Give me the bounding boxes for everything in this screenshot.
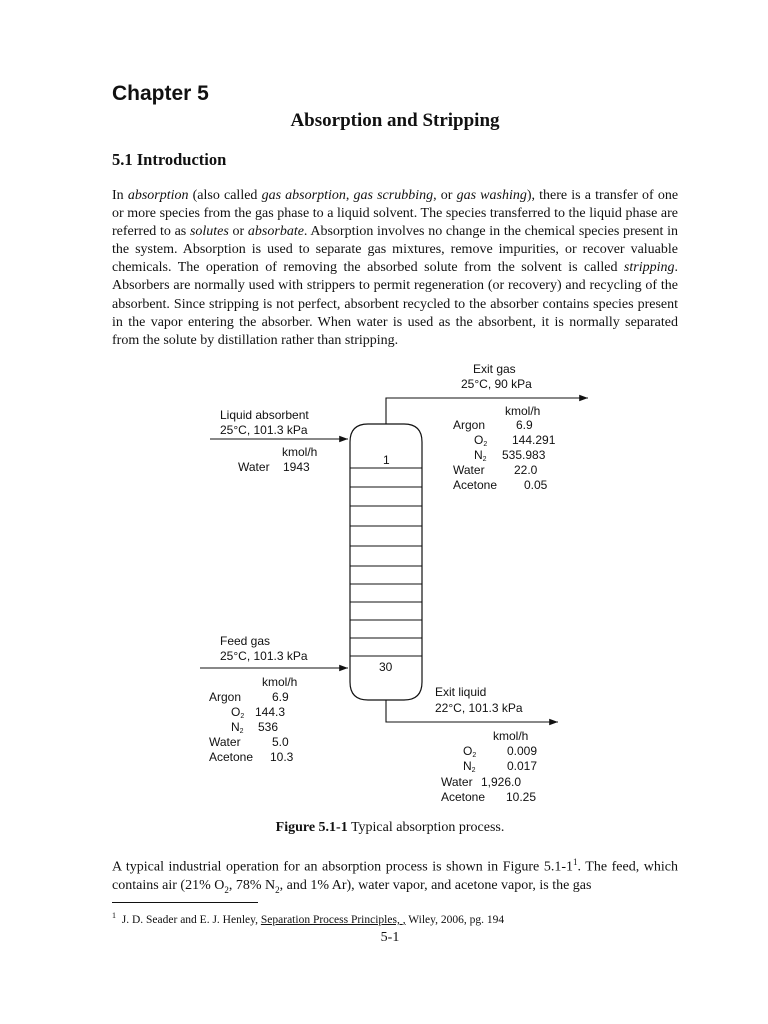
body-paragraph: A typical industrial operation for an absorption process is shown in Figure $5.1-1^1$. The feed, which contains air (21% $O_2$, 78% $N_2$, and 1% Ar), water vapor, and acetone vapor, is the gas	[112, 857, 678, 895]
exit-liquid-row: O2	[463, 744, 477, 759]
stage-top-label: 1	[383, 453, 390, 467]
exit-liquid-value: 10.25	[506, 790, 537, 804]
feed-gas-unit: kmol/h	[262, 675, 298, 689]
exit-liquid-row: N2	[463, 759, 476, 774]
exit-liquid-unit: kmol/h	[493, 729, 529, 743]
liquid-absorbent-value: 1943	[283, 460, 310, 474]
exit-gas-value: 144.291	[512, 433, 556, 447]
column-trays	[350, 468, 422, 656]
exit-gas-row: Water	[453, 463, 485, 477]
exit-gas-row: Acetone	[453, 478, 498, 492]
feed-gas-row: Acetone	[209, 750, 254, 764]
feed-gas-row: Water	[209, 735, 241, 749]
liquid-absorbent-conditions: 25°C, 101.3 kPa	[220, 423, 308, 437]
liquid-absorbent-unit: kmol/h	[282, 445, 318, 459]
feed-gas-value: 144.3	[255, 705, 286, 719]
stage-bottom-label: 30	[379, 660, 393, 674]
footnote-ref[interactable]: 1	[573, 857, 578, 867]
exit-gas-stream	[386, 398, 588, 424]
exit-gas-conditions: 25°C, 90 kPa	[461, 377, 532, 391]
exit-gas-value: 535.983	[502, 448, 546, 462]
exit-liquid-value: 0.017	[507, 759, 538, 773]
chapter-heading: Chapter 5	[112, 82, 209, 105]
exit-liquid-title: Exit liquid	[435, 685, 487, 699]
feed-gas-row: O2	[231, 705, 245, 720]
figure-caption: Figure 5.1-1 Typical absorption process.	[275, 820, 505, 835]
exit-gas-unit: kmol/h	[505, 404, 541, 418]
feed-gas-conditions: 25°C, 101.3 kPa	[220, 649, 308, 663]
feed-gas-value: 10.3	[270, 750, 294, 764]
feed-gas-value: 5.0	[272, 735, 289, 749]
exit-liquid-row: Acetone	[441, 790, 486, 804]
exit-gas-row: N2	[474, 448, 487, 463]
footnote-rule	[112, 902, 258, 903]
exit-gas-value: 6.9	[516, 418, 533, 432]
exit-liquid-value: 0.009	[507, 744, 538, 758]
intro-paragraph: In absorption (also called gas absorption, gas scrubbing, or gas washing), there is a transfer of one or more species from the gas phase to a liquid solvent. The species transferred to the liquid phase are referred to as solutes or absorbate. Absorption involves no change in the chemical species present in the system. Absorption is used to separate gas mixtures, remove impurities, or recover valuable chemicals. The operation of removing the absorbed solute from the solvent is called stripping. Absorbers are normally used with strippers to permit regeneration (or recovery) and recycling of the absorbent. Since stripping is not perfect, absorbent recycled to the absorber contains species present in the vapor entering the absorber. When water is used as the absorbent, it is normally separated from the solute by distillation rather than stripping.	[112, 188, 679, 348]
feed-gas-value: 6.9	[272, 690, 289, 704]
exit-gas-row: Argon	[453, 418, 486, 432]
footnote: $^1$ J. D. Seader and E. J. Henley, Separation Process Principles, , Wiley, 2006, pg. 194	[112, 911, 505, 926]
page-number: 5-1	[380, 930, 400, 945]
feed-gas-value: 536	[258, 720, 279, 734]
exit-liquid-row: Water	[441, 775, 473, 789]
liquid-absorbent-title: Liquid absorbent	[220, 408, 309, 422]
exit-liquid-conditions: 22°C, 101.3 kPa	[435, 701, 523, 715]
feed-gas-row: Argon	[209, 690, 242, 704]
feed-gas-row: N2	[231, 720, 244, 735]
liquid-absorbent-row: Water	[238, 460, 270, 474]
footnote-book-link[interactable]: Separation Process Principles,	[260, 913, 403, 926]
exit-liquid-value: 1,926.0	[481, 775, 522, 789]
page-title: Absorption and Stripping	[290, 110, 500, 131]
section-heading: 5.1 Introduction	[112, 150, 227, 169]
feed-gas-title: Feed gas	[220, 634, 271, 648]
exit-gas-value: 0.05	[524, 478, 548, 492]
exit-gas-row: O2	[474, 433, 488, 448]
absorption-diagram	[0, 360, 768, 820]
exit-gas-value: 22.0	[514, 463, 538, 477]
exit-gas-title: Exit gas	[473, 362, 516, 376]
